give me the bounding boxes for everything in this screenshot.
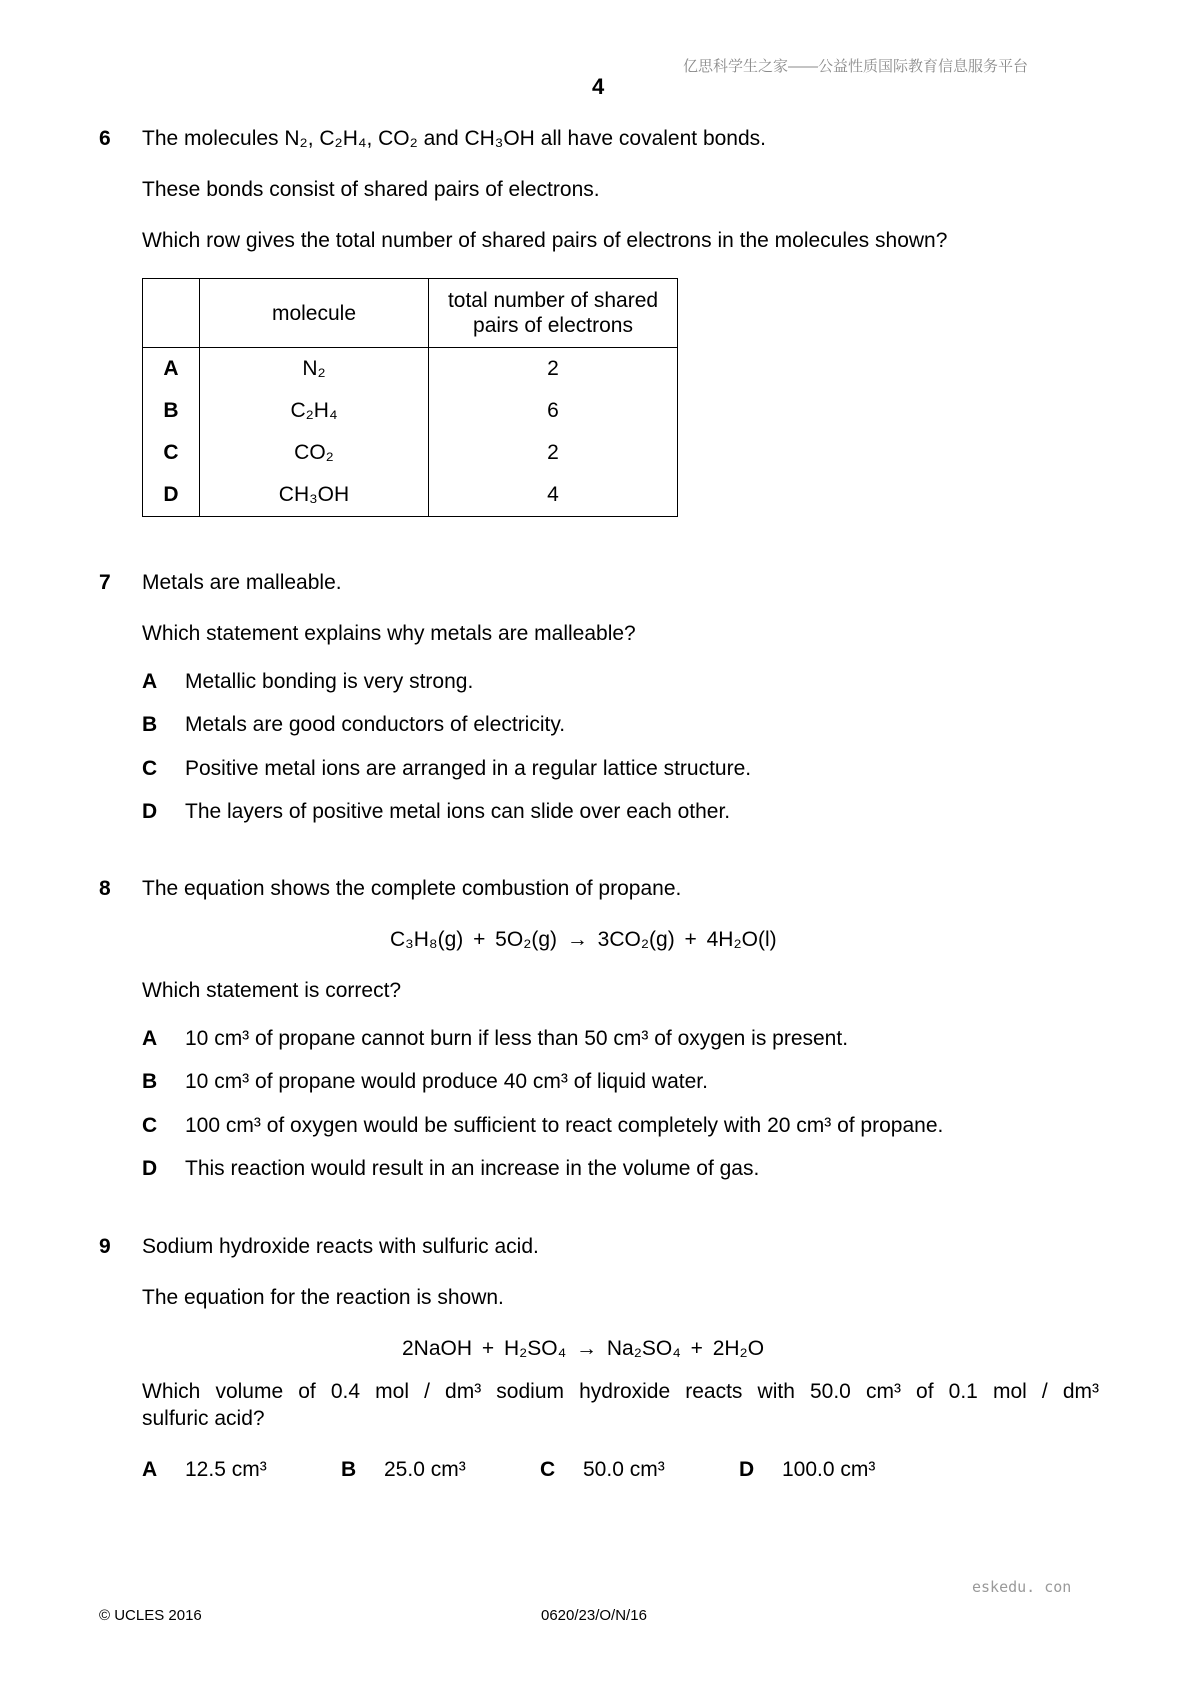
option-text: 25.0 cm³ (384, 1458, 466, 1481)
table-header-pairs-line1: total number of shared (447, 289, 659, 312)
question-text: Metals are malleable. (142, 571, 342, 594)
question-text: The equation shows the complete combustion of propane. (142, 877, 682, 900)
row-molecule: CO₂ (200, 432, 429, 474)
option-letter: C (540, 1458, 556, 1481)
row-pairs: 4 (429, 474, 678, 517)
answer-table (142, 278, 678, 517)
option-letter: B (142, 713, 158, 736)
row-letter: D (143, 474, 200, 517)
question-text: Which statement is correct? (142, 979, 402, 1002)
row-molecule: CH₃OH (200, 474, 429, 517)
chemical-equation: C₃H₈(g) + 5O₂(g) → 3CO₂(g) + 4H₂O(l) (390, 928, 777, 951)
row-pairs: 2 (429, 348, 678, 391)
row-letter: C (143, 432, 200, 474)
option-letter: C (142, 757, 158, 780)
option-letter: B (341, 1458, 357, 1481)
option-letter: D (142, 800, 158, 823)
option-letter: D (739, 1458, 755, 1481)
option-letter: A (142, 1027, 158, 1050)
option-text: Metallic bonding is very strong. (185, 670, 474, 693)
row-letter: A (143, 348, 200, 391)
option-text: 10 cm³ of propane would produce 40 cm³ of liquid water. (185, 1070, 708, 1093)
option-text: Metals are good conductors of electricity. (185, 713, 566, 736)
table-header-pairs-line2: pairs of electrons (473, 314, 633, 337)
option-letter: A (142, 670, 158, 693)
option-text: 50.0 cm³ (583, 1458, 665, 1481)
question-text: Which row gives the total number of shared pairs of electrons in the molecules shown? (142, 229, 948, 252)
row-molecule: C₂H₄ (200, 390, 429, 432)
option-letter: C (142, 1114, 158, 1137)
option-letter: A (142, 1458, 158, 1481)
chemical-equation: 2NaOH + H₂SO₄ → Na₂SO₄ + 2H₂O (402, 1337, 765, 1360)
question-text: Which volume of 0.4 mol / dm³ sodium hydroxide reacts with 50.0 cm³ of 0.1 mol / dm³ (142, 1380, 1099, 1403)
question-number: 8 (99, 877, 111, 900)
option-text: 100.0 cm³ (782, 1458, 876, 1481)
table-header-empty (143, 279, 200, 348)
question-number: 9 (99, 1235, 111, 1258)
table-header-molecule: molecule (200, 279, 429, 348)
table-header-pairs (429, 279, 678, 348)
option-text: This reaction would result in an increase in the volume of gas. (185, 1157, 760, 1180)
question-text: Sodium hydroxide reacts with sulfuric acid. (142, 1235, 539, 1258)
option-text: 100 cm³ of oxygen would be sufficient to react completely with 20 cm³ of propane. (185, 1114, 944, 1137)
footer-copyright: © UCLES 2016 (99, 1607, 202, 1624)
row-letter: B (143, 390, 200, 432)
option-letter: D (142, 1157, 158, 1180)
question-text: These bonds consist of shared pairs of electrons. (142, 178, 600, 201)
footer-paper-code: 0620/23/O/N/16 (541, 1607, 647, 1624)
option-text: Positive metal ions are arranged in a regular lattice structure. (185, 757, 752, 780)
row-pairs: 6 (429, 390, 678, 432)
option-text: 12.5 cm³ (185, 1458, 267, 1481)
page-number: 4 (592, 74, 605, 99)
row-molecule: N₂ (200, 348, 429, 391)
row-pairs: 2 (429, 432, 678, 474)
question-number: 6 (99, 127, 111, 150)
question-text: The equation for the reaction is shown. (142, 1286, 504, 1309)
option-letter: B (142, 1070, 158, 1093)
option-text: The layers of positive metal ions can slide over each other. (185, 800, 731, 823)
header-watermark: 亿思科学生之家——公益性质国际教育信息服务平台 (683, 58, 1029, 75)
question-text: The molecules N₂, C₂H₄, CO₂ and CH₃OH all have covalent bonds. (142, 127, 767, 150)
footer-watermark: eskedu. con (972, 1578, 1072, 1596)
question-text: sulfuric acid? (142, 1407, 265, 1430)
option-text: 10 cm³ of propane cannot burn if less than 50 cm³ of oxygen is present. (185, 1027, 849, 1050)
question-text: Which statement explains why metals are malleable? (142, 622, 636, 645)
question-number: 7 (99, 571, 111, 594)
